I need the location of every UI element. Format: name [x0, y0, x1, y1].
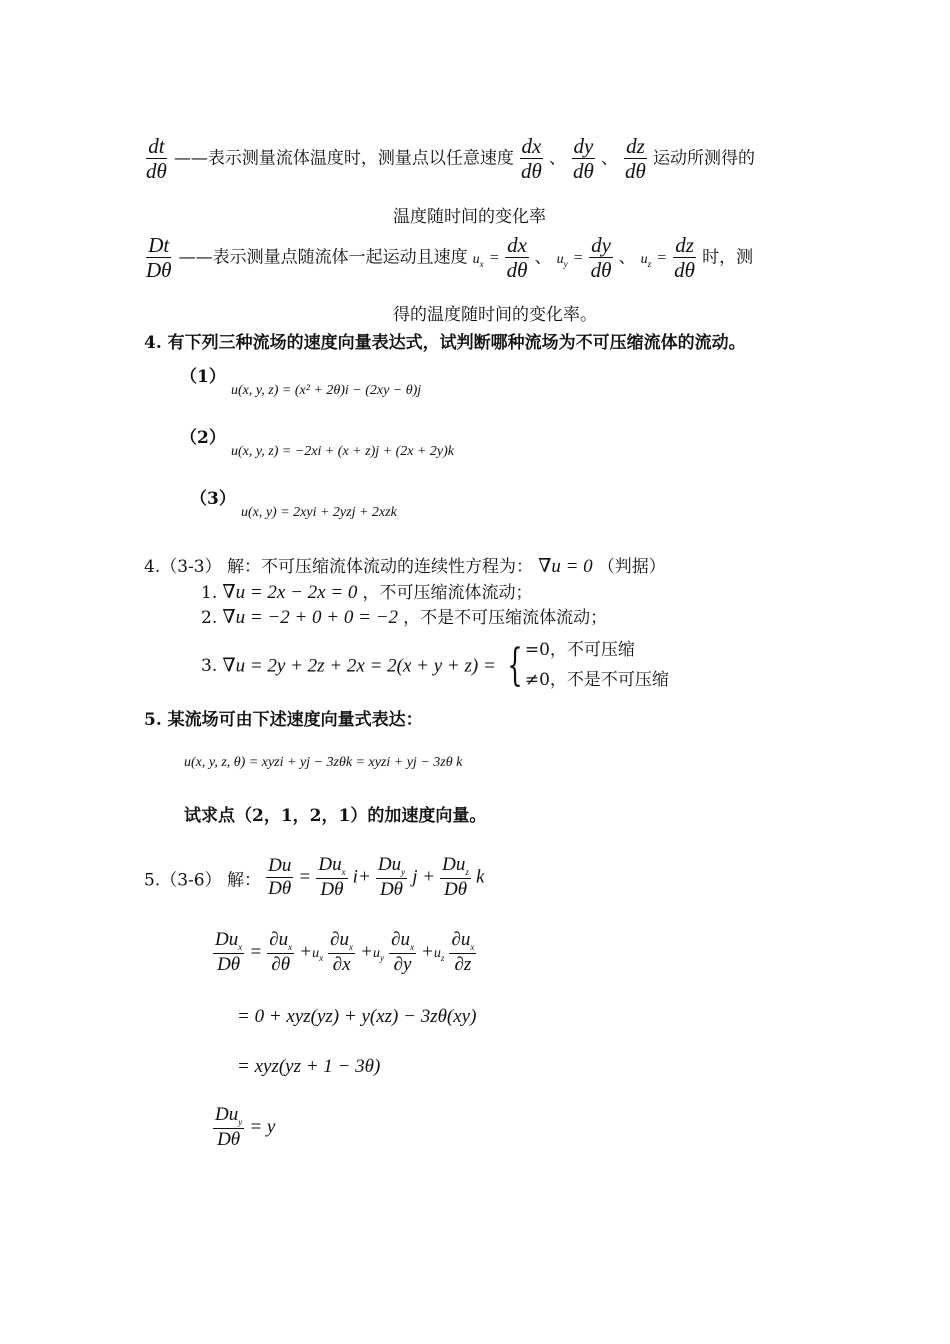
item-label: （2）	[180, 428, 226, 448]
fraction-Duy-Dtheta: $\frac{Du_y}{D\theta}$	[215, 1104, 243, 1150]
velocity-expression: u(x, y, z) = −2xi + (x + z)j + (2x + 2y)k	[230, 444, 454, 459]
partial-ux-x: $\frac{\partial u_x}{\partial x}$	[330, 929, 354, 975]
solution-5-line-1: 5.（3-6） 解： $\frac{Du}{D\theta}$ = $\frac{Du_x}{D\theta}$ i+ $\frac{Du_y}{D\theta}$ j + $\frac{Du_z}{D\theta}$ k	[144, 854, 485, 900]
dt-continuation: 温度随时间的变化率	[393, 207, 546, 227]
solution-5-line-3: = 0 + xyz(yz) + y(xz) − 3zθ(xy)	[237, 1006, 477, 1027]
case-brace	[501, 636, 669, 696]
fraction-Dux-Dtheta: $\frac{Du_x}{D\theta}$	[318, 854, 346, 900]
continuity-criterion: ∇u = 0	[538, 556, 593, 577]
case-incompressible: =0，不可压缩	[524, 640, 635, 660]
divergence-equation: ∇u = 2x − 2x = 0	[222, 582, 358, 603]
partial-ux-y: $\frac{\partial u_x}{\partial y}$	[391, 929, 414, 975]
Dt-continuation: 得的温度随时间的变化率。	[393, 305, 597, 325]
Dt-definition: $\frac{Dt}{D\theta}$ ——表示测量点随流体一起运动且速度 $u_x$ = $\frac{dx}{d\theta}$ 、 $u_y$ = $\frac{dy}{d\theta}$ 、 $u_z$ = $\frac{dz}{d\theta}$ 时，测	[146, 233, 754, 283]
q4-item-2	[180, 423, 454, 459]
velocity-expression: u(x, y, z) = (x² + 2θ)i − (2xy − θ)j	[230, 383, 422, 398]
line-number: 1.	[201, 583, 218, 603]
fraction-Dux-Dtheta: $\frac{Du_x}{D\theta}$	[215, 929, 243, 975]
partial-ux-z: $\frac{\partial u_x}{\partial z}$	[451, 929, 475, 975]
item-label: （1）	[180, 367, 226, 387]
solution-4-line-3	[201, 636, 669, 696]
item-label: （3）	[190, 489, 236, 509]
Dt-description: ——表示测量点随流体一起运动且速度	[178, 247, 468, 268]
solution-4-header	[144, 552, 666, 578]
solution-4-line-1	[201, 578, 533, 604]
velocity-expression: u(x, y) = 2xyi + 2yzj + 2xzk	[240, 505, 397, 520]
fraction-dz-dtheta: $\frac{dz}{d\theta}$	[674, 233, 695, 283]
solution-5-line-5	[213, 1105, 275, 1151]
fraction-Duz-Dtheta: $\frac{Du_z}{D\theta}$	[442, 854, 469, 900]
criterion-note: （判据）	[597, 557, 666, 577]
fraction-dt-dtheta: $\frac{dt}{d\theta}$	[146, 134, 167, 184]
result-y: = y	[249, 1116, 276, 1138]
fraction-dy-dtheta: $\frac{dy}{d\theta}$	[590, 233, 612, 283]
divergence-equation: ∇u = −2 + 0 + 0 = −2	[222, 607, 399, 628]
separator: 、	[548, 148, 566, 169]
partial-ux-theta: $\frac{\partial u_x}{\partial\theta}$	[269, 929, 293, 975]
line-number: 3.	[201, 655, 218, 676]
solution-5-line-4: = xyz(yz + 1 − 3θ)	[237, 1056, 381, 1077]
fraction-Du-Dtheta: $\frac{Du}{D\theta}$	[268, 854, 292, 899]
divergence-equation: ∇u = 2y + 2z + 2x = 2(x + y + z) =	[222, 655, 496, 677]
case-compressible: ≠0，不是不可压缩	[524, 669, 669, 690]
uz-symbol: $u_z$	[640, 251, 652, 269]
dt-description: ——表示测量流体温度时，测量点以任意速度	[173, 148, 514, 169]
conclusion-text: ，不可压缩流体流动；	[362, 583, 533, 603]
q4-item-1	[180, 362, 422, 398]
question-4-title: 4. 有下列三种流场的速度向量表达式，试判断哪种流场为不可压缩流体的流动。	[144, 333, 746, 353]
fraction-dx-dtheta: $\frac{dx}{d\theta}$	[521, 134, 542, 184]
line-number: 2.	[201, 608, 218, 628]
solution-4-line-2	[201, 603, 607, 629]
dt-definition	[144, 135, 755, 183]
fraction-Duy-Dtheta: $\frac{Du_y}{D\theta}$	[377, 854, 406, 900]
solution-intro: 4.（3-3） 解：不可压缩流体流动的连续性方程为：	[144, 557, 533, 577]
separator: 、	[534, 247, 552, 268]
fraction-dx-dtheta: $\frac{dx}{d\theta}$	[506, 233, 528, 283]
separator: 、	[600, 148, 618, 169]
fraction-dz-dtheta: $\frac{dz}{d\theta}$	[625, 134, 646, 184]
uy-symbol: $u_y$	[556, 251, 568, 269]
left-brace-icon: {	[507, 639, 523, 691]
separator: 、	[618, 247, 636, 268]
q4-item-3	[190, 484, 397, 520]
question-5-title: 5. 某流场可由下述速度向量式表达：	[144, 710, 423, 730]
question-5-ask: 试求点（2，1，2，1）的加速度向量。	[184, 806, 487, 826]
solution-intro: 5.（3-6） 解：	[144, 870, 261, 891]
solution-5-line-2: $\frac{Du_x}{D\theta}$ = $\frac{\partial u_x}{\partial\theta}$ $+u_x$ $\frac{\partial u_x}{\partial x}$ $+u_y$ $\frac{\partial u_x}{\partial y}$ $+u_z$ $\frac{\partial u_x}{\partial z}$	[215, 929, 475, 975]
dt-tail-text: 运动所测得的	[652, 148, 755, 169]
fraction-Dt-Dtheta: $\frac{Dt}{D\theta}$	[146, 233, 172, 283]
q5-velocity-expression: u(x, y, z, θ) = xyzi + yj − 3zθk = xyzi + yj − 3zθ k	[184, 755, 463, 770]
ux-symbol: $u_x$	[472, 251, 484, 269]
conclusion-text: ，不是不可压缩流体流动；	[403, 608, 608, 628]
Dt-tail-text: 时，测	[702, 247, 754, 268]
fraction-dy-dtheta: $\frac{dy}{d\theta}$	[573, 134, 594, 184]
